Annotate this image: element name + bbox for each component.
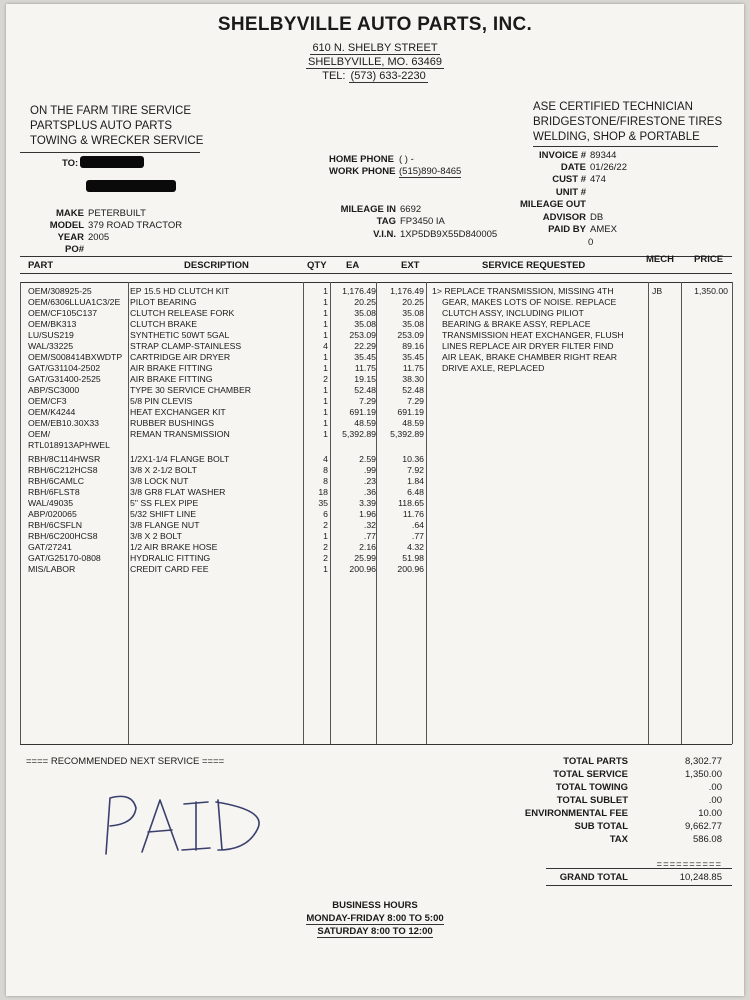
each-price: 19.15	[354, 374, 376, 384]
ext-price: 20.25	[402, 297, 424, 307]
qty: 1	[323, 352, 328, 362]
description: CLUTCH BRAKE	[130, 319, 198, 329]
col-mech: MECH	[646, 254, 674, 265]
paid-by: AMEX	[590, 224, 617, 235]
ext-price: 253.09	[397, 330, 424, 340]
description: RUBBER BUSHINGS	[130, 418, 214, 428]
invoice-date: 01/26/22	[590, 162, 627, 173]
work-phone: (515)890-8465	[399, 166, 462, 177]
ext-price: 7.92	[407, 465, 424, 475]
table-row	[6, 487, 744, 498]
part-number: OEM/	[28, 429, 51, 439]
description: PILOT BEARING	[130, 297, 197, 307]
home-phone: ( ) -	[399, 154, 414, 165]
part-number: OEM/308925-25	[28, 286, 92, 296]
part-number: WAL/33225	[28, 341, 74, 351]
each-price: 48.59	[354, 418, 376, 428]
each-price: 253.09	[349, 330, 376, 340]
qty: 1	[323, 286, 328, 296]
service-line: BEARING & BRAKE ASSY, REPLACE	[442, 319, 591, 329]
redacted-name	[80, 156, 144, 168]
description: AIR BRAKE FITTING	[130, 363, 213, 373]
cust-label: CUST #	[552, 174, 586, 185]
total-value: 8,302.77	[685, 756, 722, 767]
redacted-address	[86, 180, 176, 192]
table-row	[6, 396, 744, 407]
total-label: TOTAL SUBLET	[556, 795, 628, 806]
each-price: 35.08	[354, 319, 376, 329]
labor-price: 1,350.00	[694, 286, 728, 296]
invoice-label: INVOICE #	[539, 150, 586, 161]
part-number: WAL/49035	[28, 498, 74, 508]
qty: 1	[323, 429, 328, 439]
description: CREDIT CARD FEE	[130, 564, 209, 574]
cust-number: 474	[590, 174, 606, 185]
grand-total: 10,248.85	[679, 872, 722, 883]
qty: 1	[323, 330, 328, 340]
qty: 8	[323, 465, 328, 475]
qty: 1	[323, 418, 328, 428]
table-row	[6, 319, 744, 330]
qty: 1	[323, 564, 328, 574]
part-number: OEM/K4244	[28, 407, 76, 417]
each-price: .36	[363, 487, 376, 497]
vin: 1XP5DB9X55D840005	[400, 229, 498, 240]
advisor-label: ADVISOR	[542, 212, 586, 223]
ext-price: 35.08	[402, 319, 424, 329]
table-row	[6, 509, 744, 520]
col-description: DESCRIPTION	[184, 260, 249, 271]
ext-price: 48.59	[402, 418, 424, 428]
qty: 1	[323, 531, 328, 541]
make-label: MAKE	[56, 208, 84, 219]
description: AIR BRAKE FITTING	[130, 374, 213, 384]
part-number: GAT/G31104-2502	[28, 363, 101, 373]
total-label: TOTAL TOWING	[555, 782, 628, 793]
table-row	[6, 308, 744, 319]
total-value: 1,350.00	[685, 769, 722, 780]
business-hours-title: BUSINESS HOURS	[332, 900, 418, 911]
qty: 6	[323, 509, 328, 519]
ext-price: 35.08	[402, 308, 424, 318]
total-value: .00	[708, 795, 722, 806]
tag: FP3450 IA	[400, 216, 445, 227]
qty: 8	[323, 476, 328, 486]
qty: 1	[323, 396, 328, 406]
description: 5/32 SHIFT LINE	[130, 509, 196, 519]
mechanic: JB	[652, 286, 663, 296]
part-number: GAT/G31400-2525	[28, 374, 101, 384]
service-line: 1> REPLACE TRANSMISSION, MISSING 4TH	[432, 286, 614, 296]
table-row	[6, 542, 744, 553]
recommended-next-service: ==== RECOMMENDED NEXT SERVICE ====	[26, 756, 225, 767]
qty: 1	[323, 308, 328, 318]
table-row	[6, 418, 744, 429]
each-price: 22.29	[354, 341, 376, 351]
description: 3/8 LOCK NUT	[130, 476, 189, 486]
each-price: 35.45	[354, 352, 376, 362]
services-left	[30, 104, 203, 149]
tag-label: TAG	[376, 216, 396, 227]
ext-price: 38.30	[402, 374, 424, 384]
ext-price: 6.48	[407, 487, 424, 497]
description: 3/8 X 2 BOLT	[130, 531, 182, 541]
description: CARTRIDGE AIR DRYER	[130, 352, 231, 362]
qty: 2	[323, 520, 328, 530]
part-number: MIS/LABOR	[28, 564, 76, 574]
table-row	[6, 531, 744, 542]
table-row	[6, 520, 744, 531]
total-label: TAX	[609, 834, 628, 845]
qty: 2	[323, 542, 328, 552]
col-qty: QTY	[307, 260, 327, 271]
table-row	[6, 553, 744, 564]
home-phone-label: HOME PHONE	[329, 154, 394, 165]
table-row	[6, 341, 744, 352]
table-row	[6, 564, 744, 575]
business-hours-weekday: MONDAY-FRIDAY 8:00 TO 5:00	[306, 913, 444, 924]
mileage-in: 6692	[400, 204, 422, 215]
paid-handwriting	[98, 784, 278, 864]
each-price: .77	[363, 531, 376, 541]
unit-label: UNIT #	[555, 187, 586, 198]
part-number: OEM/EB10.30X33	[28, 418, 99, 428]
service-right-item: ASE CERTIFIED TECHNICIAN	[533, 101, 693, 113]
col-service: SERVICE REQUESTED	[482, 260, 586, 271]
qty: 2	[323, 553, 328, 563]
each-price: 1,176.49	[342, 286, 376, 296]
total-value: 586.08	[692, 834, 722, 845]
description: HEAT EXCHANGER KIT	[130, 407, 226, 417]
table-row	[6, 297, 744, 308]
ext-price: 10.36	[402, 454, 424, 464]
each-price: 25.99	[354, 553, 376, 563]
service-line: LINES REPLACE AIR DRYER FILTER FIND	[442, 341, 614, 351]
service-line: GEAR, MAKES LOTS OF NOISE. REPLACE	[442, 297, 617, 307]
part-number: RBH/6C212HCS8	[28, 465, 98, 475]
total-value: 9,662.77	[685, 821, 722, 832]
qty: 35	[318, 498, 328, 508]
service-left-item: PARTSPLUS AUTO PARTS	[30, 120, 173, 132]
description: SYNTHETIC 50WT 5GAL	[130, 330, 230, 340]
qty: 1	[323, 407, 328, 417]
ext-price: 89.16	[402, 341, 424, 351]
total-label: TOTAL PARTS	[563, 756, 628, 767]
qty: 1	[323, 385, 328, 395]
table-row	[6, 374, 744, 385]
to-label: TO:	[62, 158, 79, 169]
qty: 1	[323, 363, 328, 373]
mileage-in-label: MILEAGE IN	[340, 204, 396, 215]
ext-price: 4.32	[407, 542, 424, 552]
description: 3/8 GR8 FLAT WASHER	[130, 487, 226, 497]
table-row	[6, 330, 744, 341]
work-phone-label: WORK PHONE	[329, 166, 396, 177]
part-number: LU/SUS219	[28, 330, 74, 340]
table-row	[6, 429, 744, 440]
ext-price: 35.45	[402, 352, 424, 362]
service-right-item: WELDING, SHOP & PORTABLE	[533, 131, 700, 143]
description: REMAN TRANSMISSION	[130, 429, 230, 439]
part-number: RTL018913APHWEL	[28, 440, 110, 450]
services-right	[533, 100, 722, 145]
table-row	[6, 363, 744, 374]
description: 3/8 X 2-1/2 BOLT	[130, 465, 197, 475]
each-price: .99	[363, 465, 376, 475]
part-number: RBH/6FLST8	[28, 487, 80, 497]
description: HYDRALIC FITTING	[130, 553, 211, 563]
vehicle-model: 379 ROAD TRACTOR	[88, 220, 183, 231]
service-line: CLUTCH ASSY, INCLUDING PILIOT	[442, 308, 584, 318]
shop-name: SHELBYVILLE AUTO PARTS, INC.	[217, 14, 533, 35]
service-left-item: ON THE FARM TIRE SERVICE	[30, 105, 192, 117]
table-row	[6, 352, 744, 363]
qty: 1	[323, 319, 328, 329]
each-price: 35.08	[354, 308, 376, 318]
po-label: PO#	[64, 244, 84, 255]
vehicle-make: PETERBUILT	[88, 208, 146, 219]
each-price: 200.96	[349, 564, 376, 574]
mileage-out-label: MILEAGE OUT	[520, 199, 586, 210]
ext-price: 51.98	[402, 553, 424, 563]
part-number: OEM/CF105C137	[28, 308, 98, 318]
shop-city: SHELBYVILLE, MO. 63469	[308, 56, 442, 68]
grand-total-rule: ==========	[656, 859, 722, 870]
ext-price: 118.65	[398, 498, 424, 508]
vehicle-year: 2005	[88, 232, 110, 243]
each-price: 7.29	[359, 396, 376, 406]
table-row	[6, 465, 744, 476]
qty: 2	[323, 374, 328, 384]
description: EP 15.5 HD CLUTCH KIT	[130, 286, 230, 296]
each-price: .23	[363, 476, 376, 486]
table-row	[6, 385, 744, 396]
description: 1/2X1-1/4 FLANGE BOLT	[130, 454, 230, 464]
qty: 18	[318, 487, 328, 497]
qty: 1	[323, 297, 328, 307]
each-price: 1.96	[359, 509, 376, 519]
model-label: MODEL	[49, 220, 84, 231]
service-right-item: BRIDGESTONE/FIRESTONE TIRES	[533, 116, 723, 128]
each-price: 3.39	[359, 498, 376, 508]
service-line: DRIVE AXLE, REPLACED	[442, 363, 545, 373]
total-label: ENVIRONMENTAL FEE	[524, 808, 628, 819]
date-label: DATE	[560, 162, 586, 173]
total-label: TOTAL SERVICE	[553, 769, 628, 780]
each-price: 52.48	[354, 385, 376, 395]
part-number: OEM/6306LLUA1C3/2E	[28, 297, 121, 307]
table-row	[6, 407, 744, 418]
col-part: PART	[28, 260, 54, 271]
business-hours-saturday: SATURDAY 8:00 TO 12:00	[317, 926, 433, 937]
description: CLUTCH RELEASE FORK	[130, 308, 235, 318]
description: STRAP CLAMP-STAINLESS	[130, 341, 242, 351]
description: TYPE 30 SERVICE CHAMBER	[130, 385, 252, 395]
ext-price: 691.19	[397, 407, 424, 417]
ext-price: 5,392.89	[390, 429, 424, 439]
total-value: .00	[708, 782, 722, 793]
part-number: GAT/G25170-0808	[28, 553, 101, 563]
grand-total-label: GRAND TOTAL	[559, 872, 628, 883]
total-value: 10.00	[698, 808, 722, 819]
part-number: OEM/BK313	[28, 319, 77, 329]
ext-price: 200.96	[397, 564, 424, 574]
description: 3/8 FLANGE NUT	[130, 520, 200, 530]
col-ea: EA	[346, 260, 360, 271]
ext-price: 7.29	[407, 396, 424, 406]
ext-price: 1.84	[407, 476, 424, 486]
qty: 4	[323, 454, 328, 464]
part-number: GAT/27241	[28, 542, 72, 552]
table-row	[6, 286, 744, 297]
ext-price: .77	[411, 531, 424, 541]
invoice-number: 89344	[590, 150, 617, 161]
service-line: AIR LEAK, BRAKE CHAMBER RIGHT REAR	[442, 352, 618, 362]
each-price: 5,392.89	[342, 429, 376, 439]
ext-price: 1,176.49	[390, 286, 424, 296]
ext-price: 52.48	[402, 385, 424, 395]
each-price: 691.19	[349, 407, 376, 417]
total-label: SUB TOTAL	[574, 821, 628, 832]
part-number: OEM/S008414BXWDTP	[28, 352, 123, 362]
part-number: RBH/6CSFLN	[28, 520, 83, 530]
table-row	[6, 498, 744, 509]
ext-price: 11.76	[402, 509, 424, 519]
vin-label: V.I.N.	[373, 229, 396, 240]
table-row	[6, 476, 744, 487]
part-number: RBH/8C114HWSR	[28, 454, 101, 464]
table-row	[6, 440, 744, 451]
part-number: RBH/6CAMLC	[28, 476, 84, 486]
ext-price: .64	[411, 520, 424, 530]
year-label: YEAR	[57, 232, 84, 243]
advisor: DB	[590, 212, 604, 223]
part-number: ABP/020065	[28, 509, 77, 519]
shop-street: 610 N. SHELBY STREET	[312, 42, 438, 54]
shop-phone: TEL: (573) 633-2230	[322, 70, 426, 82]
description: 1/2 AIR BRAKE HOSE	[130, 542, 218, 552]
description: 5/8 PIN CLEVIS	[130, 396, 193, 406]
description: 5" SS FLEX PIPE	[130, 498, 199, 508]
invoice-sheet	[6, 4, 744, 996]
col-ext: EXT	[401, 260, 420, 271]
part-number: RBH/6C200HCS8	[28, 531, 98, 541]
part-number: OEM/CF3	[28, 396, 67, 406]
table-row	[6, 454, 744, 465]
col-price: PRICE	[694, 254, 724, 265]
each-price: 20.25	[354, 297, 376, 307]
service-line: TRANSMISSION HEAT EXCHANGER, FLUSH	[442, 330, 624, 340]
each-price: 11.75	[354, 363, 376, 373]
service-left-item: TOWING & WRECKER SERVICE	[30, 135, 204, 147]
each-price: 2.16	[359, 542, 376, 552]
part-number: ABP/SC3000	[28, 385, 80, 395]
paid-by-label: PAID BY	[548, 224, 586, 235]
extra-value: 0	[588, 237, 594, 248]
each-price: 2.59	[359, 454, 376, 464]
each-price: .32	[363, 520, 376, 530]
qty: 4	[323, 341, 328, 351]
ext-price: 11.75	[402, 363, 424, 373]
